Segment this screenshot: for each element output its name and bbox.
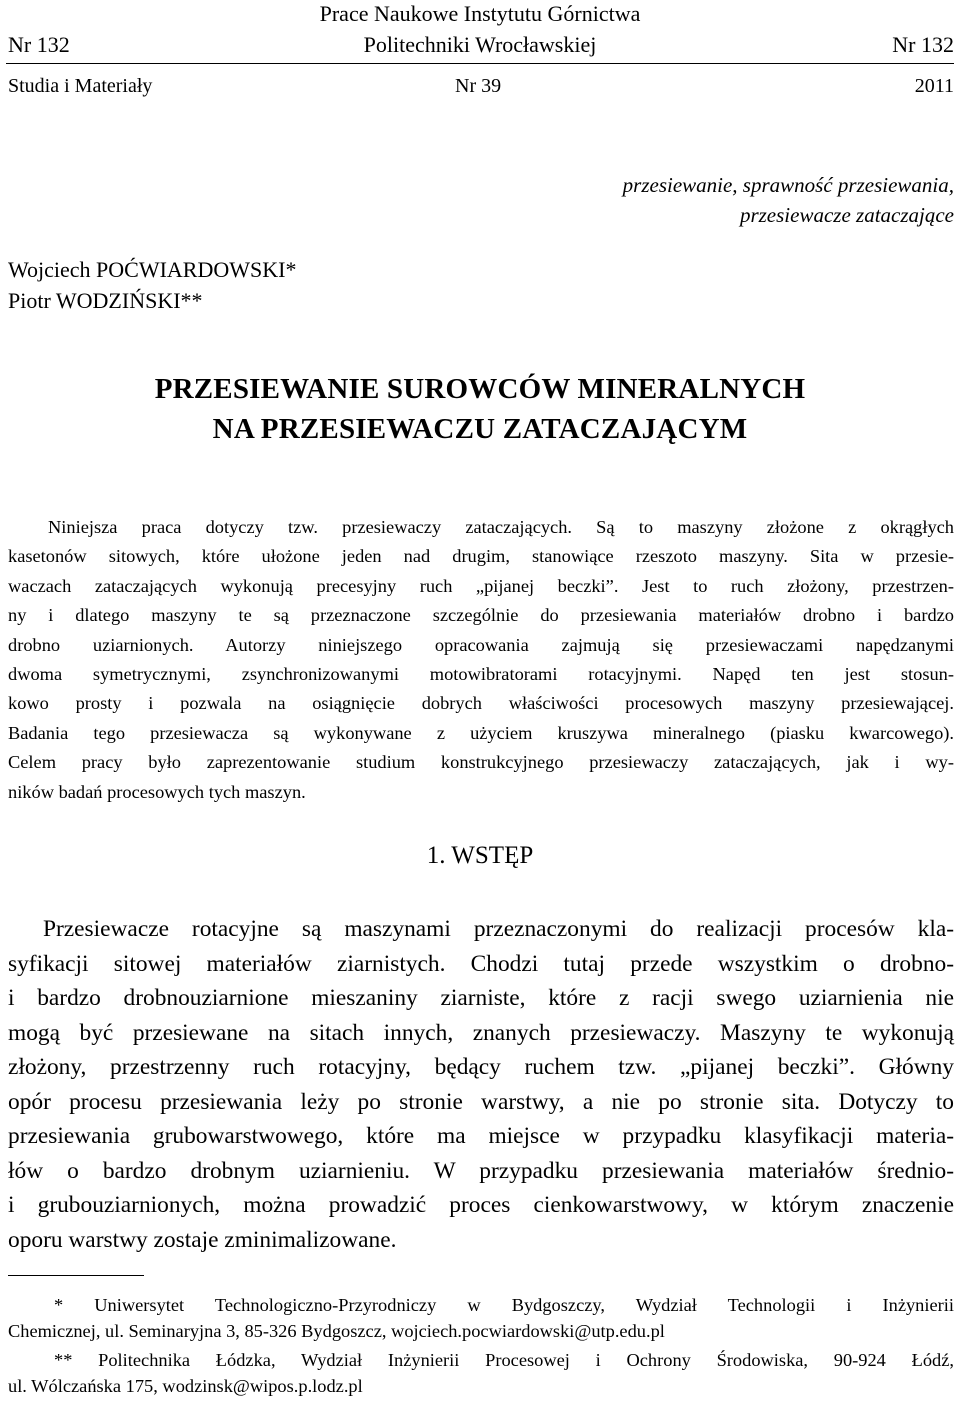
- abstract-line: ny i dlatego maszyny te są przeznaczone szczególnie do przesiewania materiałów drobno i bardzo: [8, 605, 954, 626]
- header-rule: [6, 63, 954, 64]
- section-heading: 1. WSTĘP: [426, 842, 534, 869]
- header-series: Studia i Materiały: [8, 75, 153, 97]
- body-paragraph: [8, 912, 954, 1257]
- body-line: opór procesu przesiewania leży po stronie warstwy, a nie po stronie sita. Dotyczy to: [8, 1088, 954, 1115]
- paper-title-line-2: NA PRZESIEWACZU ZATACZAJĄCYM: [212, 413, 748, 445]
- author-2: Piotr WODZIŃSKI**: [8, 288, 203, 313]
- header-institute-line2: Politechniki Wrocławskiej: [363, 32, 597, 57]
- header-nr-right: Nr 132: [892, 32, 954, 57]
- body-line: łów o bardzo drobnym uziarnieniu. W przypadku przesiewania materiałów średnio-: [8, 1157, 954, 1184]
- abstract-line: waczach zataczających wykonują precesyjny ruch „pijanej beczki”. Jest to ruch złożony, przestrzen-: [8, 575, 954, 596]
- footnote-line: * Uniwersytet Technologiczno-Przyrodniczy w Bydgoszczy, Wydział Technologii i Inżynierii: [54, 1295, 954, 1315]
- author-1: Wojciech POĆWIARDOWSKI*: [8, 257, 297, 282]
- body-line: Przesiewacze rotacyjne są maszynami przeznaczonymi do realizacji procesów kla-: [43, 916, 954, 942]
- body-line: i bardzo drobnouziarnione mieszaniny ziarniste, które z racji swego uziarnienia nie: [8, 985, 954, 1011]
- header-nr-left: Nr 132: [8, 32, 70, 57]
- footnote-1: [8, 1292, 954, 1344]
- keywords-line-1: przesiewanie, sprawność przesiewania,: [622, 173, 954, 197]
- body-line: oporu warstwy zostaje zminimalizowane.: [8, 1226, 397, 1253]
- abstract-line: Niniejsza praca dotyczy tzw. przesiewaczy zataczających. Są to maszyny złożone z okrągłych: [48, 517, 954, 537]
- abstract-line: ników badań procesowych tych maszyn.: [8, 781, 306, 802]
- abstract-line: dwoma symetrycznymi, zsynchronizowanymi motowibratorami rotacyjnymi. Napęd ten jest stosun-: [8, 664, 954, 685]
- body-line: mogą być przesiewane na sitach innych, znanych przesiewaczy. Maszyny te wykonują: [8, 1019, 954, 1046]
- abstract-line: kasetonów sitowych, które ułożone jeden nad drugim, stanowiące rzeszoto maszyny. Sita w przesie-: [8, 546, 954, 567]
- header-year: 2011: [914, 75, 954, 97]
- paper-title-line-1: PRZESIEWANIE SUROWCÓW MINERALNYCH: [154, 373, 806, 405]
- abstract-line: Badania tego przesiewacza są wykonywane z użyciem kruszywa mineralnego (piasku kwarcowego).: [8, 722, 954, 743]
- abstract-line: drobno uziarnionych. Autorzy niniejszego opracowania zajmują się przesiewaczami napędzanymi: [8, 634, 954, 655]
- footnote-rule: [8, 1275, 144, 1276]
- body-line: syfikacji sitowej materiałów ziarnistych. Chodzi tutaj przede wszystkim o drobno-: [8, 950, 954, 977]
- footnote-line: ** Politechnika Łódzka, Wydział Inżynierii Procesowej i Ochrony Środowiska, 90-924 Łódź,: [54, 1350, 954, 1370]
- header-series-nr: Nr 39: [455, 75, 502, 97]
- abstract-line: kowo prosty i pozwala na osiągnięcie dobrych właściwości procesowych maszyny przesiewającej.: [8, 693, 954, 714]
- body-line: złożony, przestrzenny ruch rotacyjny, będący ruchem tzw. „pijanej beczki”. Główny: [8, 1054, 954, 1080]
- keywords-line-2: przesiewacze zataczające: [739, 203, 954, 227]
- body-line: i grubouziarnionych, można prowadzić proces cienkowarstwowy, w którym znaczenie: [8, 1192, 954, 1218]
- body-line: przesiewania grubowarstwowego, które ma miejsce w przypadku klasyfikacji materia-: [8, 1123, 954, 1149]
- footnote-2: [8, 1347, 954, 1399]
- abstract-line: Celem pracy było zaprezentowanie studium konstrukcyjnego przesiewaczy zataczających, jak i wy-: [8, 752, 954, 773]
- header-institute-line1: Prace Naukowe Instytutu Górnictwa: [319, 1, 641, 26]
- footnote-line: Chemicznej, ul. Seminaryjna 3, 85-326 Bydgoszcz, wojciech.pocwiardowski@utp.edu.pl: [8, 1321, 665, 1341]
- abstract: [8, 513, 954, 807]
- footnote-line: ul. Wólczańska 175, wodzinsk@wipos.p.lodz.pl: [8, 1376, 363, 1396]
